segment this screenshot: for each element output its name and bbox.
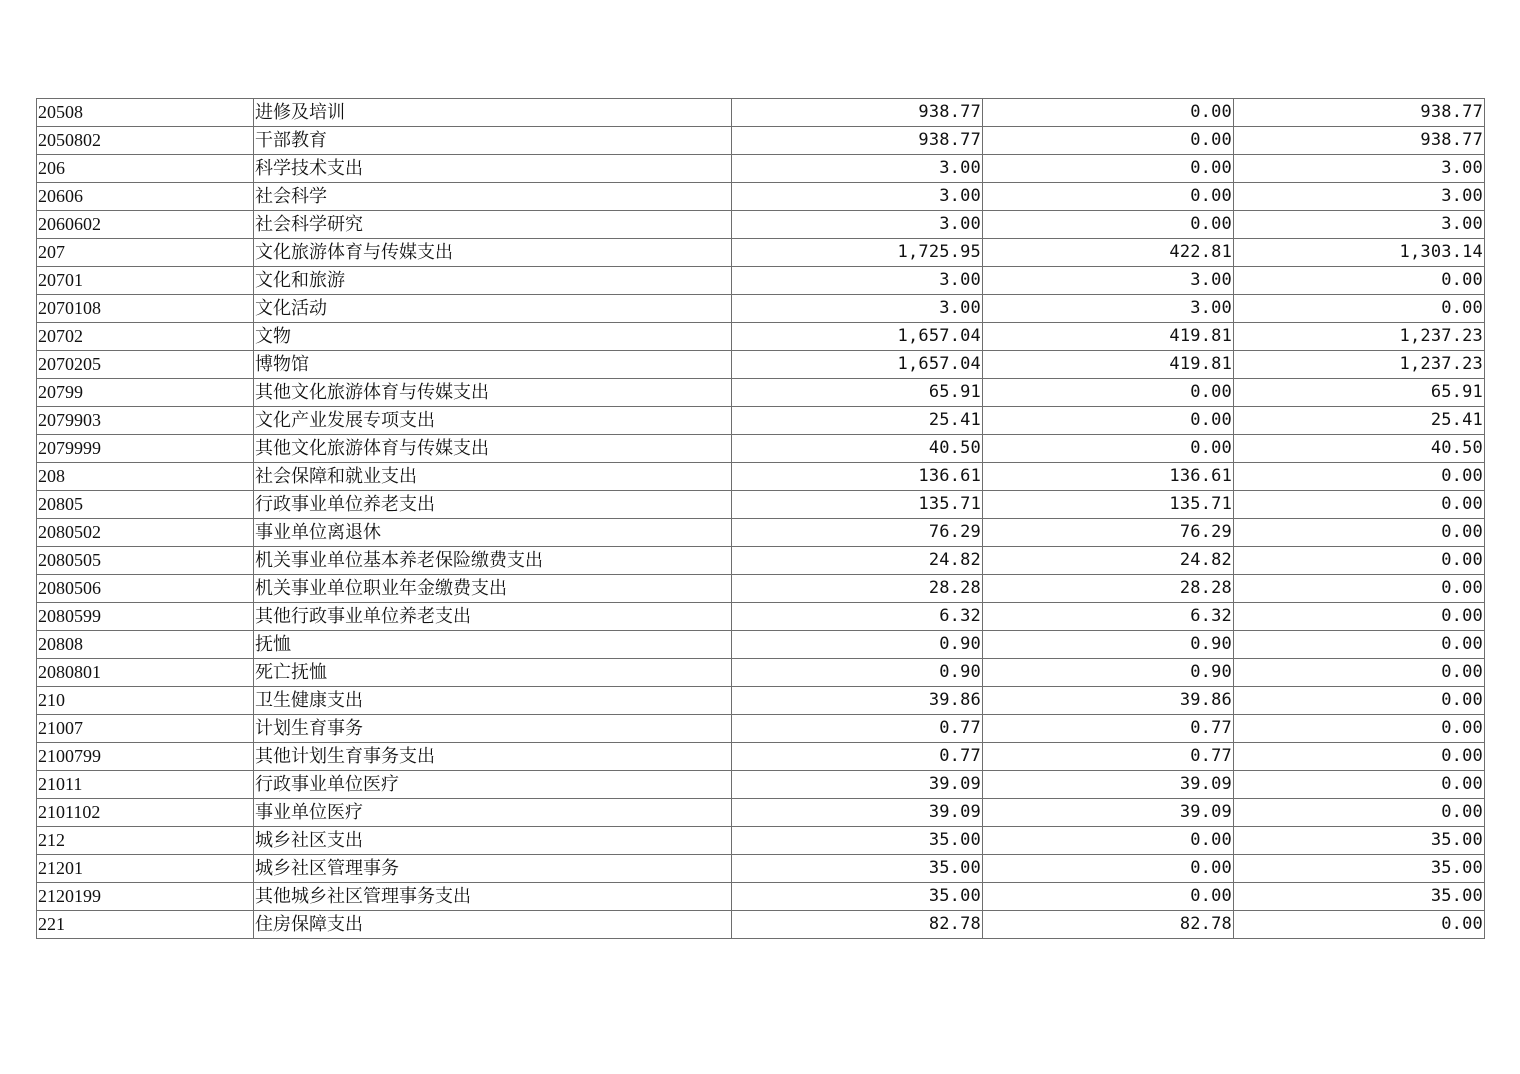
cell-project: 938.77 — [1234, 127, 1485, 155]
cell-name: 其他城乡社区管理事务支出 — [254, 883, 732, 911]
cell-code: 2070205 — [37, 351, 254, 379]
cell-code: 210 — [37, 687, 254, 715]
cell-total: 35.00 — [732, 855, 983, 883]
cell-basic: 422.81 — [983, 239, 1234, 267]
table-row — [37, 379, 1485, 407]
cell-basic: 24.82 — [983, 547, 1234, 575]
cell-basic: 39.09 — [983, 771, 1234, 799]
cell-name: 社会科学研究 — [254, 211, 732, 239]
cell-name: 抚恤 — [254, 631, 732, 659]
cell-total: 24.82 — [732, 547, 983, 575]
cell-code: 2101102 — [37, 799, 254, 827]
cell-total: 0.90 — [732, 631, 983, 659]
cell-total: 39.09 — [732, 771, 983, 799]
table-row — [37, 715, 1485, 743]
cell-name: 计划生育事务 — [254, 715, 732, 743]
table-row — [37, 491, 1485, 519]
cell-code: 206 — [37, 155, 254, 183]
cell-total: 1,725.95 — [732, 239, 983, 267]
cell-basic: 0.00 — [983, 855, 1234, 883]
cell-project: 0.00 — [1234, 491, 1485, 519]
cell-name: 其他行政事业单位养老支出 — [254, 603, 732, 631]
cell-total: 3.00 — [732, 155, 983, 183]
table-row — [37, 659, 1485, 687]
cell-code: 212 — [37, 827, 254, 855]
table-row — [37, 603, 1485, 631]
cell-code: 20805 — [37, 491, 254, 519]
table-row — [37, 519, 1485, 547]
cell-basic: 0.00 — [983, 99, 1234, 127]
cell-project: 0.00 — [1234, 743, 1485, 771]
cell-code: 2120199 — [37, 883, 254, 911]
table-row — [37, 883, 1485, 911]
cell-name: 其他计划生育事务支出 — [254, 743, 732, 771]
cell-project: 1,237.23 — [1234, 351, 1485, 379]
cell-basic: 3.00 — [983, 295, 1234, 323]
cell-code: 221 — [37, 911, 254, 939]
cell-project: 0.00 — [1234, 687, 1485, 715]
cell-name: 事业单位离退休 — [254, 519, 732, 547]
cell-project: 0.00 — [1234, 575, 1485, 603]
cell-basic: 0.90 — [983, 659, 1234, 687]
cell-basic: 0.00 — [983, 379, 1234, 407]
cell-total: 35.00 — [732, 883, 983, 911]
cell-total: 6.32 — [732, 603, 983, 631]
cell-project: 3.00 — [1234, 183, 1485, 211]
cell-name: 卫生健康支出 — [254, 687, 732, 715]
table-row — [37, 771, 1485, 799]
cell-name: 文化活动 — [254, 295, 732, 323]
cell-total: 65.91 — [732, 379, 983, 407]
cell-project: 3.00 — [1234, 211, 1485, 239]
cell-total: 3.00 — [732, 183, 983, 211]
table-row — [37, 799, 1485, 827]
table-row — [37, 575, 1485, 603]
cell-project: 0.00 — [1234, 799, 1485, 827]
cell-project: 0.00 — [1234, 911, 1485, 939]
cell-basic: 135.71 — [983, 491, 1234, 519]
table-row — [37, 239, 1485, 267]
cell-project: 1,237.23 — [1234, 323, 1485, 351]
cell-code: 207 — [37, 239, 254, 267]
cell-code: 2050802 — [37, 127, 254, 155]
cell-name: 社会科学 — [254, 183, 732, 211]
cell-name: 事业单位医疗 — [254, 799, 732, 827]
cell-total: 3.00 — [732, 295, 983, 323]
cell-total: 3.00 — [732, 211, 983, 239]
cell-project: 0.00 — [1234, 295, 1485, 323]
cell-basic: 136.61 — [983, 463, 1234, 491]
cell-name: 文化产业发展专项支出 — [254, 407, 732, 435]
cell-project: 35.00 — [1234, 855, 1485, 883]
cell-total: 136.61 — [732, 463, 983, 491]
cell-project: 0.00 — [1234, 603, 1485, 631]
cell-project: 35.00 — [1234, 883, 1485, 911]
cell-name: 文化和旅游 — [254, 267, 732, 295]
cell-basic: 82.78 — [983, 911, 1234, 939]
cell-name: 博物馆 — [254, 351, 732, 379]
budget-table-body — [37, 99, 1485, 939]
cell-code: 20508 — [37, 99, 254, 127]
cell-code: 20808 — [37, 631, 254, 659]
table-row — [37, 127, 1485, 155]
cell-project: 65.91 — [1234, 379, 1485, 407]
cell-total: 82.78 — [732, 911, 983, 939]
cell-project: 1,303.14 — [1234, 239, 1485, 267]
cell-name: 城乡社区支出 — [254, 827, 732, 855]
cell-code: 20799 — [37, 379, 254, 407]
table-row — [37, 211, 1485, 239]
table-row — [37, 295, 1485, 323]
table-row — [37, 547, 1485, 575]
cell-basic: 0.77 — [983, 743, 1234, 771]
cell-name: 科学技术支出 — [254, 155, 732, 183]
table-row — [37, 435, 1485, 463]
table-row — [37, 911, 1485, 939]
cell-code: 20702 — [37, 323, 254, 351]
budget-table — [36, 98, 1485, 939]
cell-total: 3.00 — [732, 267, 983, 295]
cell-basic: 0.77 — [983, 715, 1234, 743]
cell-total: 28.28 — [732, 575, 983, 603]
table-row — [37, 463, 1485, 491]
cell-name: 机关事业单位职业年金缴费支出 — [254, 575, 732, 603]
cell-code: 2079999 — [37, 435, 254, 463]
table-row — [37, 155, 1485, 183]
cell-total: 25.41 — [732, 407, 983, 435]
cell-basic: 76.29 — [983, 519, 1234, 547]
cell-total: 76.29 — [732, 519, 983, 547]
cell-basic: 419.81 — [983, 351, 1234, 379]
cell-name: 机关事业单位基本养老保险缴费支出 — [254, 547, 732, 575]
cell-project: 35.00 — [1234, 827, 1485, 855]
table-row — [37, 855, 1485, 883]
cell-name: 社会保障和就业支出 — [254, 463, 732, 491]
table-row — [37, 827, 1485, 855]
cell-name: 干部教育 — [254, 127, 732, 155]
cell-total: 0.77 — [732, 743, 983, 771]
cell-code: 2060602 — [37, 211, 254, 239]
cell-code: 2080502 — [37, 519, 254, 547]
cell-code: 2080599 — [37, 603, 254, 631]
cell-basic: 0.00 — [983, 827, 1234, 855]
cell-total: 1,657.04 — [732, 351, 983, 379]
cell-code: 208 — [37, 463, 254, 491]
cell-basic: 419.81 — [983, 323, 1234, 351]
cell-project: 938.77 — [1234, 99, 1485, 127]
cell-project: 0.00 — [1234, 267, 1485, 295]
cell-name: 其他文化旅游体育与传媒支出 — [254, 379, 732, 407]
cell-code: 21011 — [37, 771, 254, 799]
cell-total: 35.00 — [732, 827, 983, 855]
table-row — [37, 687, 1485, 715]
cell-name: 文化旅游体育与传媒支出 — [254, 239, 732, 267]
cell-project: 0.00 — [1234, 463, 1485, 491]
cell-code: 2080505 — [37, 547, 254, 575]
cell-name: 死亡抚恤 — [254, 659, 732, 687]
cell-basic: 6.32 — [983, 603, 1234, 631]
cell-name: 文物 — [254, 323, 732, 351]
cell-name: 行政事业单位养老支出 — [254, 491, 732, 519]
cell-total: 938.77 — [732, 127, 983, 155]
cell-project: 0.00 — [1234, 771, 1485, 799]
table-row — [37, 323, 1485, 351]
cell-total: 40.50 — [732, 435, 983, 463]
cell-code: 21201 — [37, 855, 254, 883]
cell-basic: 39.86 — [983, 687, 1234, 715]
table-row — [37, 351, 1485, 379]
cell-code: 2079903 — [37, 407, 254, 435]
cell-code: 2070108 — [37, 295, 254, 323]
cell-name: 住房保障支出 — [254, 911, 732, 939]
cell-project: 40.50 — [1234, 435, 1485, 463]
cell-basic: 0.00 — [983, 183, 1234, 211]
cell-project: 0.00 — [1234, 715, 1485, 743]
cell-project: 0.00 — [1234, 519, 1485, 547]
cell-basic: 28.28 — [983, 575, 1234, 603]
cell-basic: 0.00 — [983, 435, 1234, 463]
cell-name: 城乡社区管理事务 — [254, 855, 732, 883]
table-row — [37, 743, 1485, 771]
cell-code: 21007 — [37, 715, 254, 743]
cell-project: 0.00 — [1234, 631, 1485, 659]
table-row — [37, 407, 1485, 435]
cell-total: 135.71 — [732, 491, 983, 519]
cell-code: 2100799 — [37, 743, 254, 771]
cell-code: 20701 — [37, 267, 254, 295]
cell-name: 其他文化旅游体育与传媒支出 — [254, 435, 732, 463]
cell-code: 2080506 — [37, 575, 254, 603]
table-row — [37, 267, 1485, 295]
cell-total: 1,657.04 — [732, 323, 983, 351]
table-row — [37, 183, 1485, 211]
cell-basic: 0.00 — [983, 211, 1234, 239]
cell-code: 2080801 — [37, 659, 254, 687]
cell-code: 20606 — [37, 183, 254, 211]
cell-name: 进修及培训 — [254, 99, 732, 127]
cell-basic: 0.90 — [983, 631, 1234, 659]
cell-basic: 39.09 — [983, 799, 1234, 827]
cell-basic: 0.00 — [983, 127, 1234, 155]
cell-basic: 0.00 — [983, 155, 1234, 183]
table-row — [37, 99, 1485, 127]
cell-total: 39.09 — [732, 799, 983, 827]
cell-basic: 3.00 — [983, 267, 1234, 295]
cell-project: 3.00 — [1234, 155, 1485, 183]
cell-total: 0.77 — [732, 715, 983, 743]
cell-total: 0.90 — [732, 659, 983, 687]
cell-project: 0.00 — [1234, 659, 1485, 687]
cell-project: 0.00 — [1234, 547, 1485, 575]
table-row — [37, 631, 1485, 659]
cell-project: 25.41 — [1234, 407, 1485, 435]
cell-basic: 0.00 — [983, 883, 1234, 911]
cell-name: 行政事业单位医疗 — [254, 771, 732, 799]
cell-basic: 0.00 — [983, 407, 1234, 435]
cell-total: 938.77 — [732, 99, 983, 127]
cell-total: 39.86 — [732, 687, 983, 715]
